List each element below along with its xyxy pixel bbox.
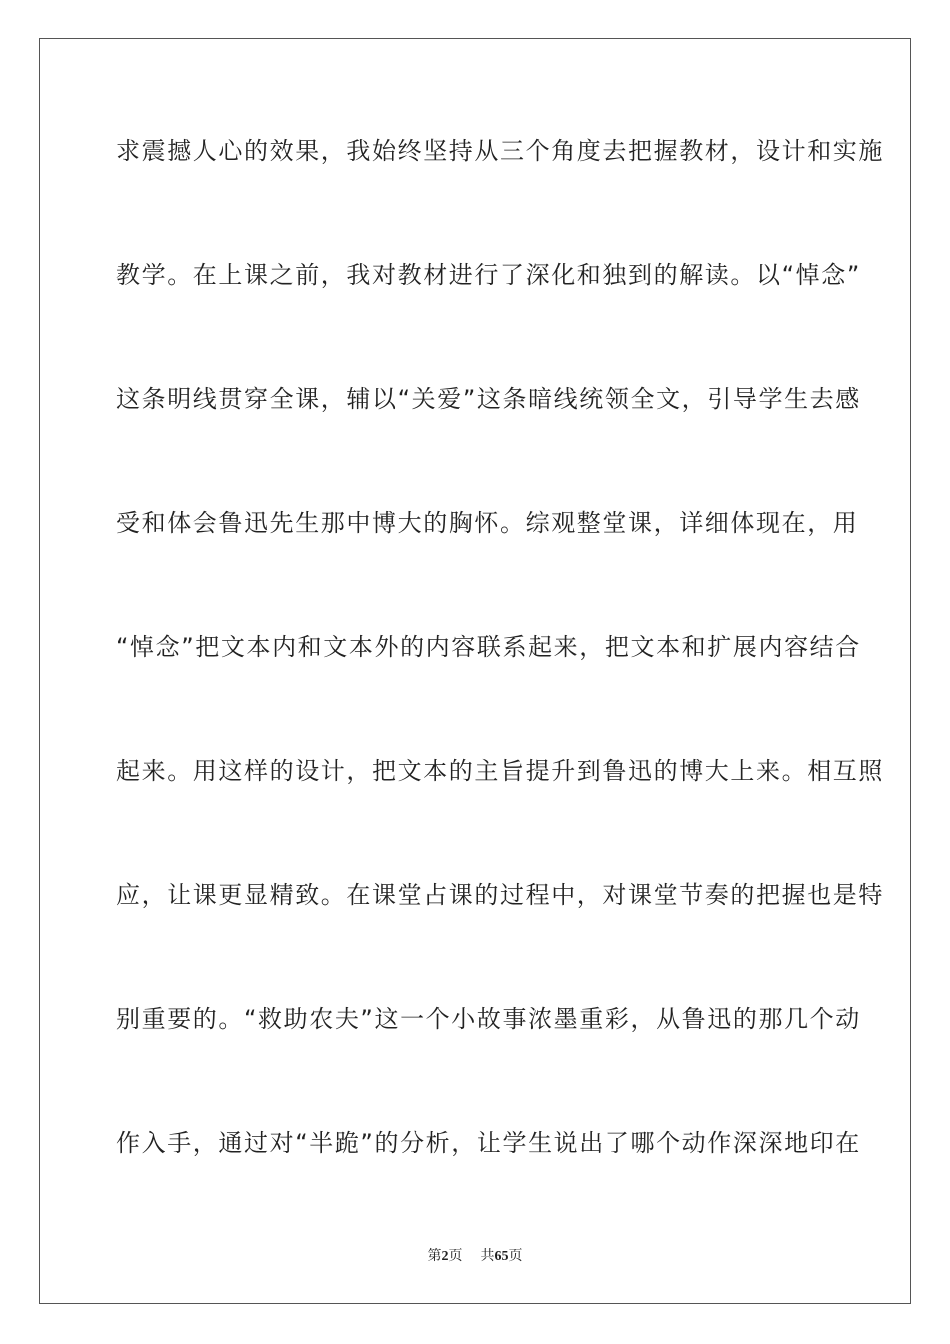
- text-line-1: 求震撼人心的效果，我始终坚持从三个角度去把握教材，设计和实施: [116, 137, 884, 165]
- text-line-6: 起来。用这样的设计，把文本的主旨提升到鲁迅的博大上来。相互照: [116, 757, 884, 785]
- total-suffix: 页: [508, 1248, 523, 1264]
- current-page-number: 2: [441, 1249, 449, 1264]
- text-line-4: 受和体会鲁迅先生那中博大的胸怀。综观整堂课，详细体现在，用: [116, 509, 859, 537]
- total-pages-number: 65: [494, 1249, 509, 1264]
- text-line-5: “悼念”把文本内和文本外的内容联系起来，把文本和扩展内容结合: [116, 633, 861, 661]
- text-line-8: 别重要的。“救助农夫”这一个小故事浓墨重彩，从鲁迅的那几个动: [116, 1005, 861, 1033]
- text-line-7: 应，让课更显精致。在课堂占课的过程中，对课堂节奏的把握也是特: [116, 881, 884, 909]
- text-line-3: 这条明线贯穿全课，辅以“关爱”这条暗线统领全文，引导学生去感: [116, 385, 861, 413]
- page-border: [39, 38, 911, 1304]
- total-prefix: 共: [480, 1248, 495, 1264]
- text-line-2: 教学。在上课之前，我对教材进行了深化和独到的解读。以“悼念”: [116, 261, 861, 289]
- page-footer: [0, 1245, 950, 1265]
- text-line-9: 作入手，通过对“半跪”的分析，让学生说出了哪个动作深深地印在: [116, 1129, 861, 1157]
- page-prefix: 第: [427, 1248, 442, 1264]
- page-suffix: 页: [448, 1248, 463, 1264]
